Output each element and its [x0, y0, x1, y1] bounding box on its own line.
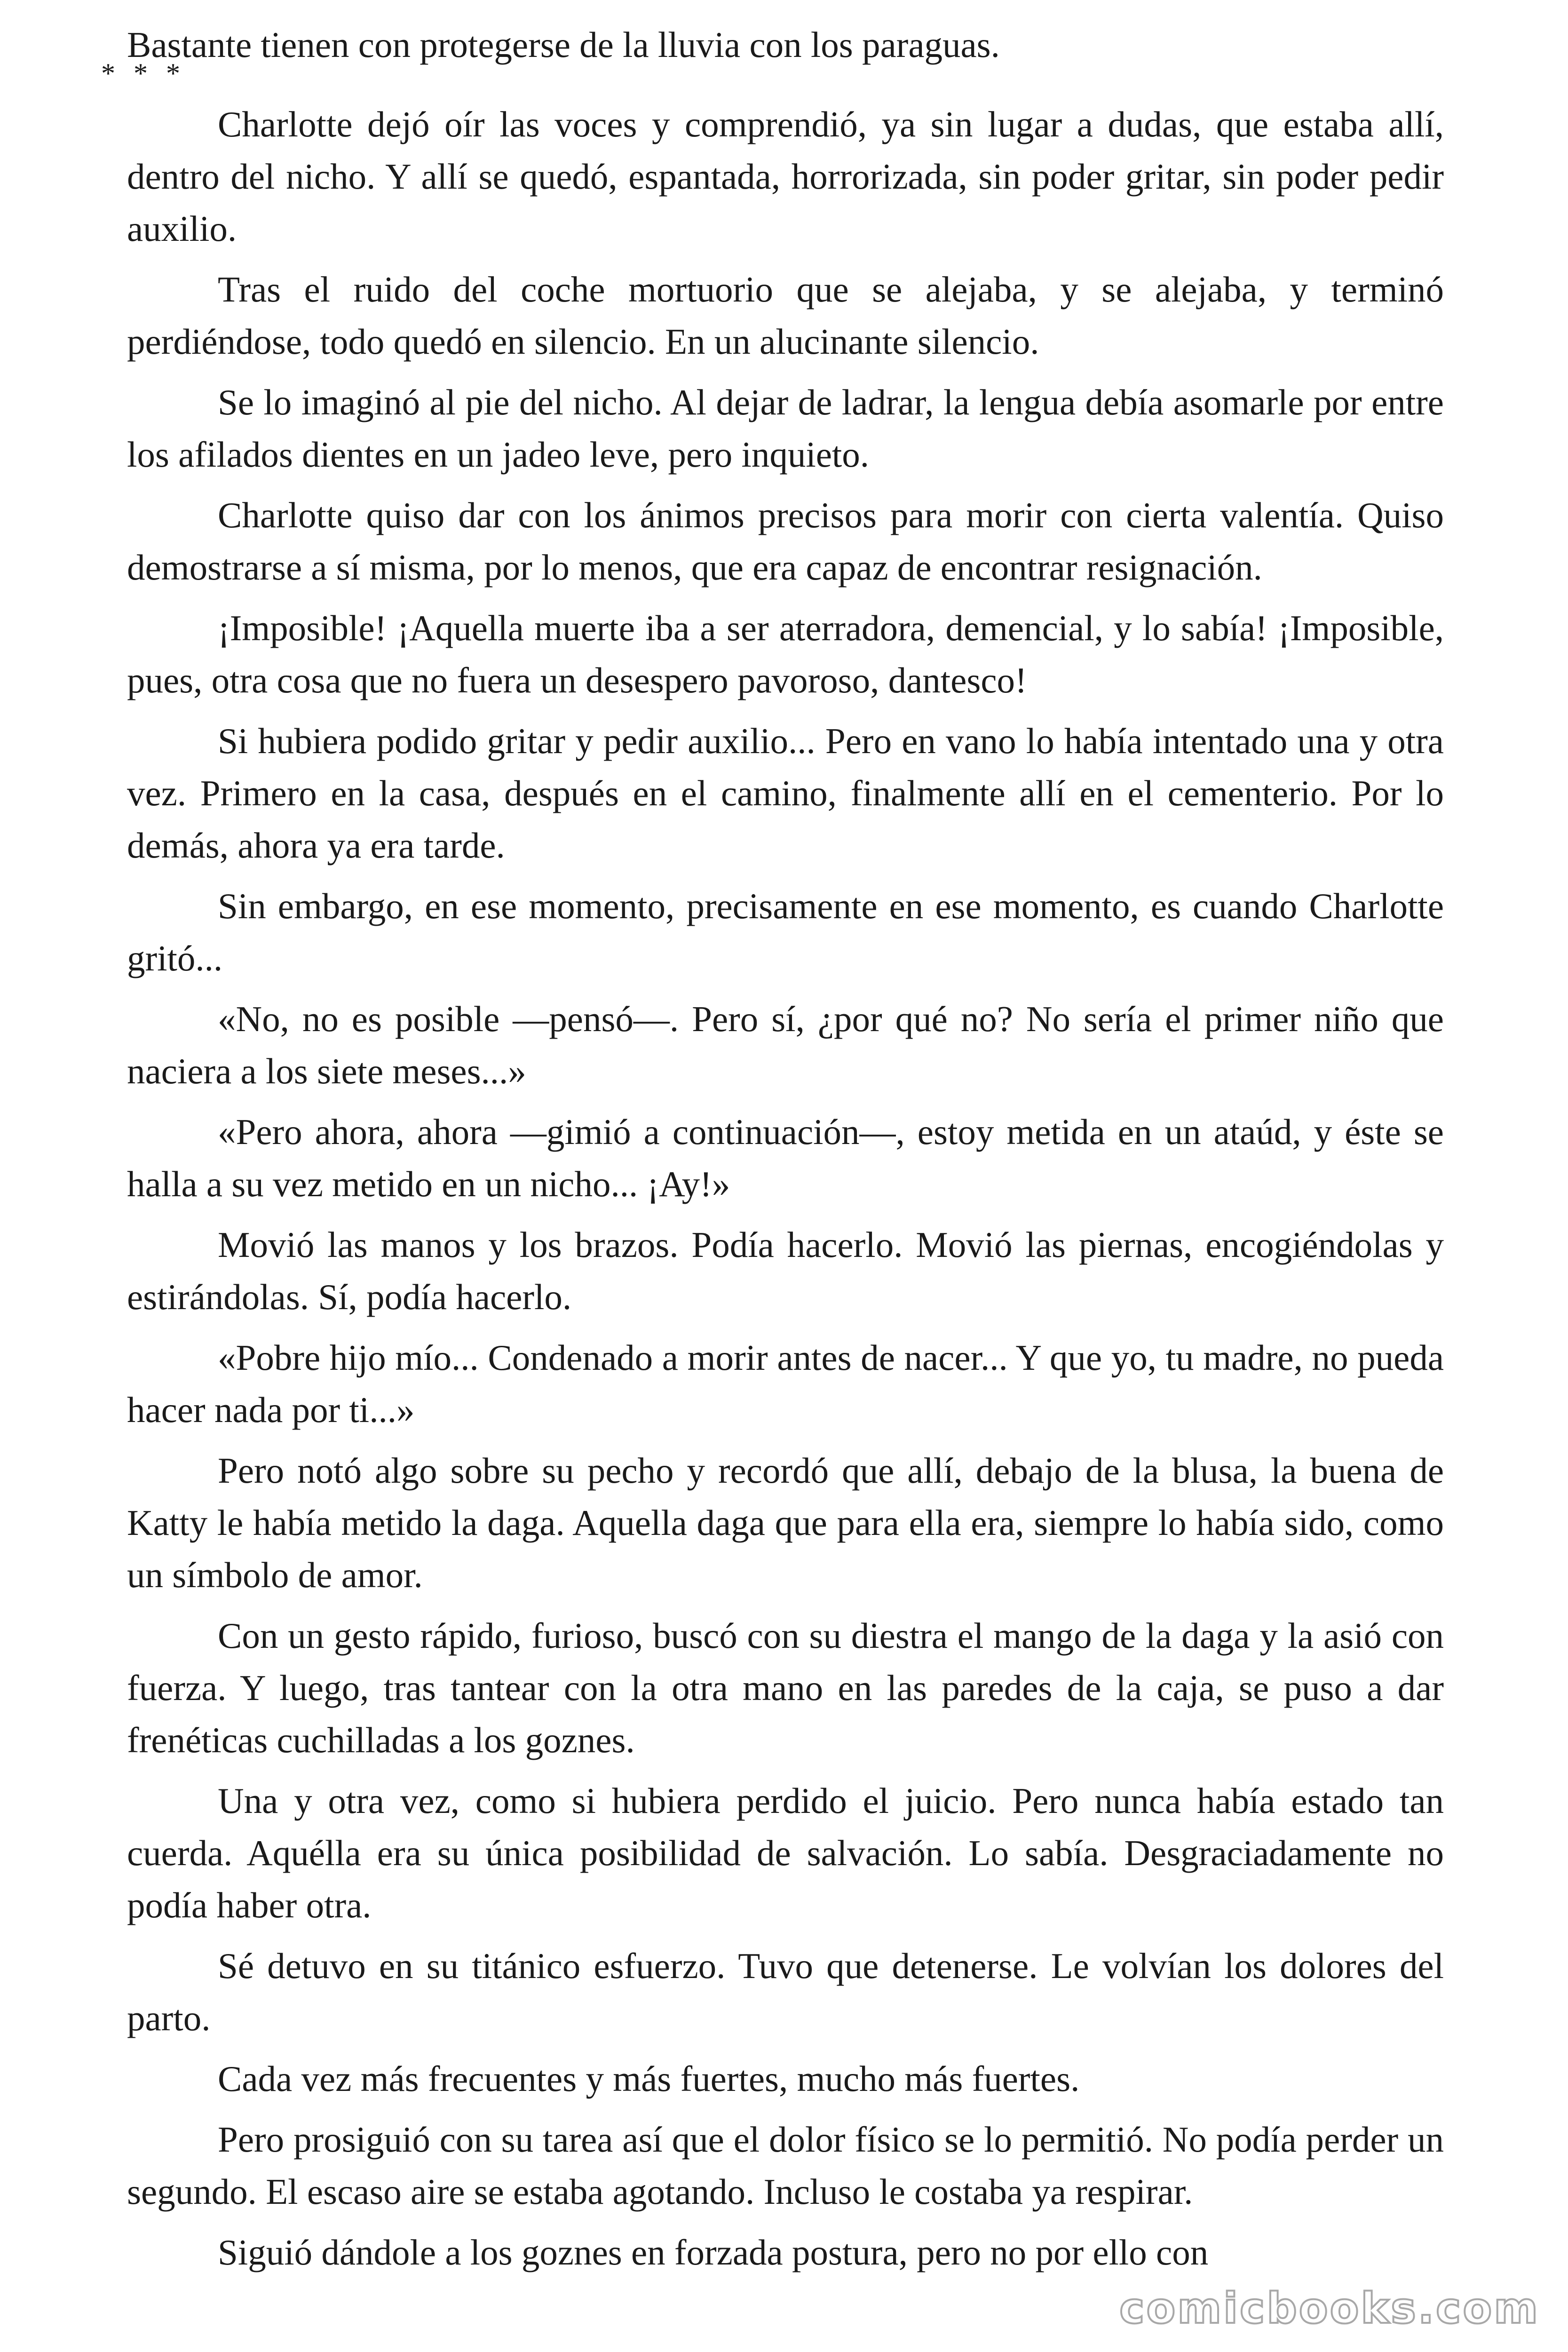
paragraph: Tras el ruido del coche mortuorio que se alejaba, y se alejaba, y terminó perdiéndose, todo quedó en silencio. En un alucinante silencio.: [127, 269, 1444, 362]
text-body: [101, 19, 1444, 2279]
paragraph: Con un gesto rápido, furioso, buscó con su diestra el mango de la daga y la asió con fuerza. Y luego, tras tantear con la otra mano en las paredes de la caja, se puso a dar frenéticas cuchilladas a los goznes.: [127, 1615, 1444, 1760]
paragraph: Si hubiera podido gritar y pedir auxilio... Pero en vano lo había intentado una y otra vez. Primero en la casa, después en el camino, finalmente allí en el cementerio. Por lo demás, ahora ya era tarde.: [127, 721, 1444, 866]
paragraph: «No, no es posible —pensó—. Pero sí, ¿por qué no? No sería el primer niño que naciera a los siete meses...»: [127, 999, 1444, 1091]
paragraph: Una y otra vez, como si hubiera perdido el juicio. Pero nunca había estado tan cuerda. Aquélla era su única posibilidad de salvación. Lo sabía. Desgraciadamente no podía haber otra.: [127, 1780, 1444, 1925]
continuation-line: Bastante tienen con protegerse de la lluvia con los paraguas.: [127, 24, 1000, 65]
paragraph: Charlotte quiso dar con los ánimos precisos para morir con cierta valentía. Quiso demostrarse a sí misma, por lo menos, que era capaz de encontrar resignación.: [127, 495, 1444, 588]
watermark-logo: comicbooks.com: [1119, 2284, 1540, 2333]
paragraph: Charlotte dejó oír las voces y comprendió, ya sin lugar a dudas, que estaba allí, dentro del nicho. Y allí se quedó, espantada, horrorizada, sin poder gritar, sin poder pedir auxilio.: [127, 104, 1444, 249]
paragraph: Sé detuvo en su titánico esfuerzo. Tuvo que detenerse. Le volvían los dolores del parto.: [127, 1946, 1444, 2038]
section-separator: * * *: [101, 58, 186, 89]
paragraph: Siguió dándole a los goznes en forzada postura, pero no por ello con: [218, 2232, 1209, 2273]
paragraph: Movió las manos y los brazos. Podía hacerlo. Movió las piernas, encogiéndolas y estirándolas. Sí, podía hacerlo.: [127, 1224, 1444, 1317]
paragraph: Cada vez más frecuentes y más fuertes, mucho más fuertes.: [218, 2058, 1080, 2099]
paragraph: Se lo imaginó al pie del nicho. Al dejar de ladrar, la lengua debía asomarle por entre los afilados dientes en un jadeo leve, pero inquieto.: [127, 382, 1444, 475]
paragraph: ¡Imposible! ¡Aquella muerte iba a ser aterradora, demencial, y lo sabía! ¡Imposible, pues, otra cosa que no fuera un desespero pavoroso, dantesco!: [127, 608, 1444, 700]
paragraph: «Pero ahora, ahora —gimió a continuación—, estoy metida en un ataúd, y éste se halla a su vez metido en un nicho... ¡Ay!»: [127, 1112, 1444, 1204]
paragraph: Pero prosiguió con su tarea así que el dolor físico se lo permitió. No podía perder un segundo. El escaso aire se estaba agotando. Incluso le costaba ya respirar.: [127, 2119, 1444, 2212]
paragraph: «Pobre hijo mío... Condenado a morir antes de nacer... Y que yo, tu madre, no pueda hacer nada por ti...»: [127, 1337, 1444, 1430]
paragraph: Sin embargo, en ese momento, precisamente en ese momento, es cuando Charlotte gritó...: [127, 886, 1444, 978]
paragraph: Pero notó algo sobre su pecho y recordó que allí, debajo de la blusa, la buena de Katty le había metido la daga. Aquella daga que para ella era, siempre lo había sido, como un símbolo de amor.: [127, 1450, 1444, 1595]
